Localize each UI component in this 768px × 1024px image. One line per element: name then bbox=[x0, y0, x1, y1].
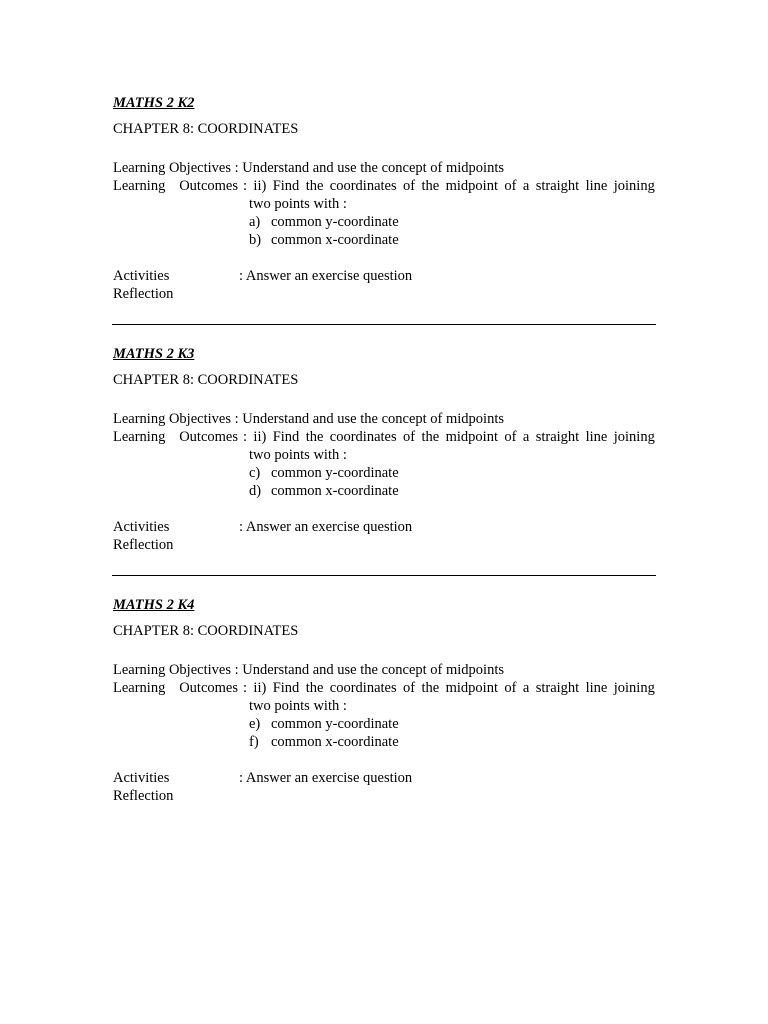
reflection-label: Reflection bbox=[113, 537, 174, 553]
section-title: MATHS 2 K3 bbox=[113, 346, 195, 362]
objectives-label: Learning Objectives bbox=[113, 160, 231, 176]
learning-outcomes bbox=[113, 679, 655, 751]
outcomes-first-line bbox=[113, 428, 655, 446]
outcomes-label bbox=[113, 177, 238, 195]
outcome-item bbox=[249, 733, 655, 751]
activities-label: Activities bbox=[113, 770, 170, 786]
objectives-label: Learning Objectives bbox=[113, 411, 231, 427]
activities-text: : Answer an exercise question bbox=[239, 519, 413, 535]
outcomes-word: line bbox=[585, 178, 608, 194]
activities-label: Activities bbox=[113, 268, 170, 284]
outcomes-word: : bbox=[243, 680, 248, 696]
outcome-item bbox=[249, 231, 655, 249]
outcomes-word: joining bbox=[613, 429, 655, 445]
activities-text: : Answer an exercise question bbox=[239, 770, 413, 786]
outcomes-word: : bbox=[243, 178, 248, 194]
activities-label: Activities bbox=[113, 519, 170, 535]
outcomes-word: joining bbox=[613, 680, 655, 696]
outcomes-word: the bbox=[421, 178, 440, 194]
objectives-text: : Understand and use the concept of midpoints bbox=[234, 662, 504, 678]
activities-block bbox=[113, 267, 412, 303]
outcomes-word: coordinates bbox=[329, 178, 397, 194]
outcomes-word: straight bbox=[535, 429, 580, 445]
reflection-label: Reflection bbox=[113, 788, 174, 804]
learning-objectives bbox=[113, 159, 504, 177]
section-divider bbox=[112, 575, 656, 576]
activities-block bbox=[113, 518, 412, 554]
outcomes-word: of bbox=[504, 680, 517, 696]
outcomes-word: a bbox=[522, 178, 530, 194]
outcomes-word: of bbox=[403, 429, 416, 445]
learning-objectives bbox=[113, 661, 504, 679]
outcomes-continuation: two points with : bbox=[249, 698, 347, 714]
outcome-item bbox=[249, 213, 655, 231]
item-letter: f) bbox=[249, 734, 259, 750]
activities-row bbox=[113, 267, 412, 285]
outcomes-word: ii) bbox=[253, 178, 267, 194]
activities-row bbox=[113, 518, 412, 536]
outcomes-word: of bbox=[504, 178, 517, 194]
outcomes-label bbox=[113, 428, 238, 446]
outcome-item bbox=[249, 482, 655, 500]
outcomes-word: line bbox=[585, 680, 608, 696]
item-text: common x-coordinate bbox=[271, 483, 399, 499]
outcomes-word: the bbox=[421, 680, 440, 696]
outcomes-label-word: Learning bbox=[113, 680, 166, 696]
chapter-heading: CHAPTER 8: COORDINATES bbox=[113, 623, 299, 639]
objectives-label: Learning Objectives bbox=[113, 662, 231, 678]
outcome-item bbox=[249, 715, 655, 733]
item-letter: c) bbox=[249, 465, 261, 481]
outcomes-label-word: Outcomes bbox=[179, 680, 238, 696]
outcomes-word: the bbox=[305, 178, 324, 194]
objectives-text: : Understand and use the concept of midpoints bbox=[234, 411, 504, 427]
outcomes-word: coordinates bbox=[329, 680, 397, 696]
outcomes-word: Find bbox=[272, 680, 300, 696]
section-title: MATHS 2 K4 bbox=[113, 597, 195, 613]
outcomes-word: : bbox=[243, 429, 248, 445]
outcomes-continuation: two points with : bbox=[249, 447, 347, 463]
outcomes-word: line bbox=[585, 429, 608, 445]
learning-outcomes bbox=[113, 428, 655, 500]
outcomes-word: Find bbox=[272, 178, 300, 194]
item-letter: b) bbox=[249, 232, 262, 248]
reflection-label: Reflection bbox=[113, 286, 174, 302]
item-text: common x-coordinate bbox=[271, 734, 399, 750]
outcomes-word: ii) bbox=[253, 429, 267, 445]
chapter-heading: CHAPTER 8: COORDINATES bbox=[113, 121, 299, 137]
outcomes-word: of bbox=[403, 178, 416, 194]
chapter-heading: CHAPTER 8: COORDINATES bbox=[113, 372, 299, 388]
outcomes-text bbox=[238, 177, 655, 195]
outcomes-word: the bbox=[305, 429, 324, 445]
outcomes-first-line bbox=[113, 679, 655, 697]
outcomes-text bbox=[238, 679, 655, 697]
outcomes-word: a bbox=[522, 680, 530, 696]
outcomes-label bbox=[113, 679, 238, 697]
activities-block bbox=[113, 769, 412, 805]
outcomes-word: a bbox=[522, 429, 530, 445]
outcomes-word: the bbox=[305, 680, 324, 696]
lesson-section bbox=[113, 596, 655, 816]
section-divider bbox=[112, 324, 656, 325]
outcomes-word: of bbox=[504, 429, 517, 445]
outcomes-word: midpoint bbox=[445, 680, 498, 696]
outcomes-word: coordinates bbox=[329, 429, 397, 445]
section-title: MATHS 2 K2 bbox=[113, 95, 195, 111]
item-text: common y-coordinate bbox=[271, 716, 399, 732]
outcomes-continuation: two points with : bbox=[249, 196, 347, 212]
outcomes-word: midpoint bbox=[445, 429, 498, 445]
activities-row bbox=[113, 769, 412, 787]
outcomes-word: ii) bbox=[253, 680, 267, 696]
lesson-section bbox=[113, 94, 655, 314]
outcomes-word: joining bbox=[613, 178, 655, 194]
outcomes-word: Find bbox=[272, 429, 300, 445]
item-letter: d) bbox=[249, 483, 262, 499]
outcomes-label-word: Learning bbox=[113, 178, 166, 194]
item-text: common x-coordinate bbox=[271, 232, 399, 248]
outcomes-label-word: Outcomes bbox=[179, 429, 238, 445]
outcomes-word: straight bbox=[535, 680, 580, 696]
outcomes-word: midpoint bbox=[445, 178, 498, 194]
outcomes-label-word: Outcomes bbox=[179, 178, 238, 194]
item-letter: a) bbox=[249, 214, 261, 230]
outcomes-first-line bbox=[113, 177, 655, 195]
item-text: common y-coordinate bbox=[271, 465, 399, 481]
outcomes-word: of bbox=[403, 680, 416, 696]
lesson-section bbox=[113, 345, 655, 565]
activities-text: : Answer an exercise question bbox=[239, 268, 413, 284]
item-letter: e) bbox=[249, 716, 261, 732]
outcomes-word: straight bbox=[535, 178, 580, 194]
outcomes-word: the bbox=[421, 429, 440, 445]
outcomes-label-word: Learning bbox=[113, 429, 166, 445]
objectives-text: : Understand and use the concept of midpoints bbox=[234, 160, 504, 176]
learning-objectives bbox=[113, 410, 504, 428]
learning-outcomes bbox=[113, 177, 655, 249]
outcome-item bbox=[249, 464, 655, 482]
item-text: common y-coordinate bbox=[271, 214, 399, 230]
outcomes-text bbox=[238, 428, 655, 446]
